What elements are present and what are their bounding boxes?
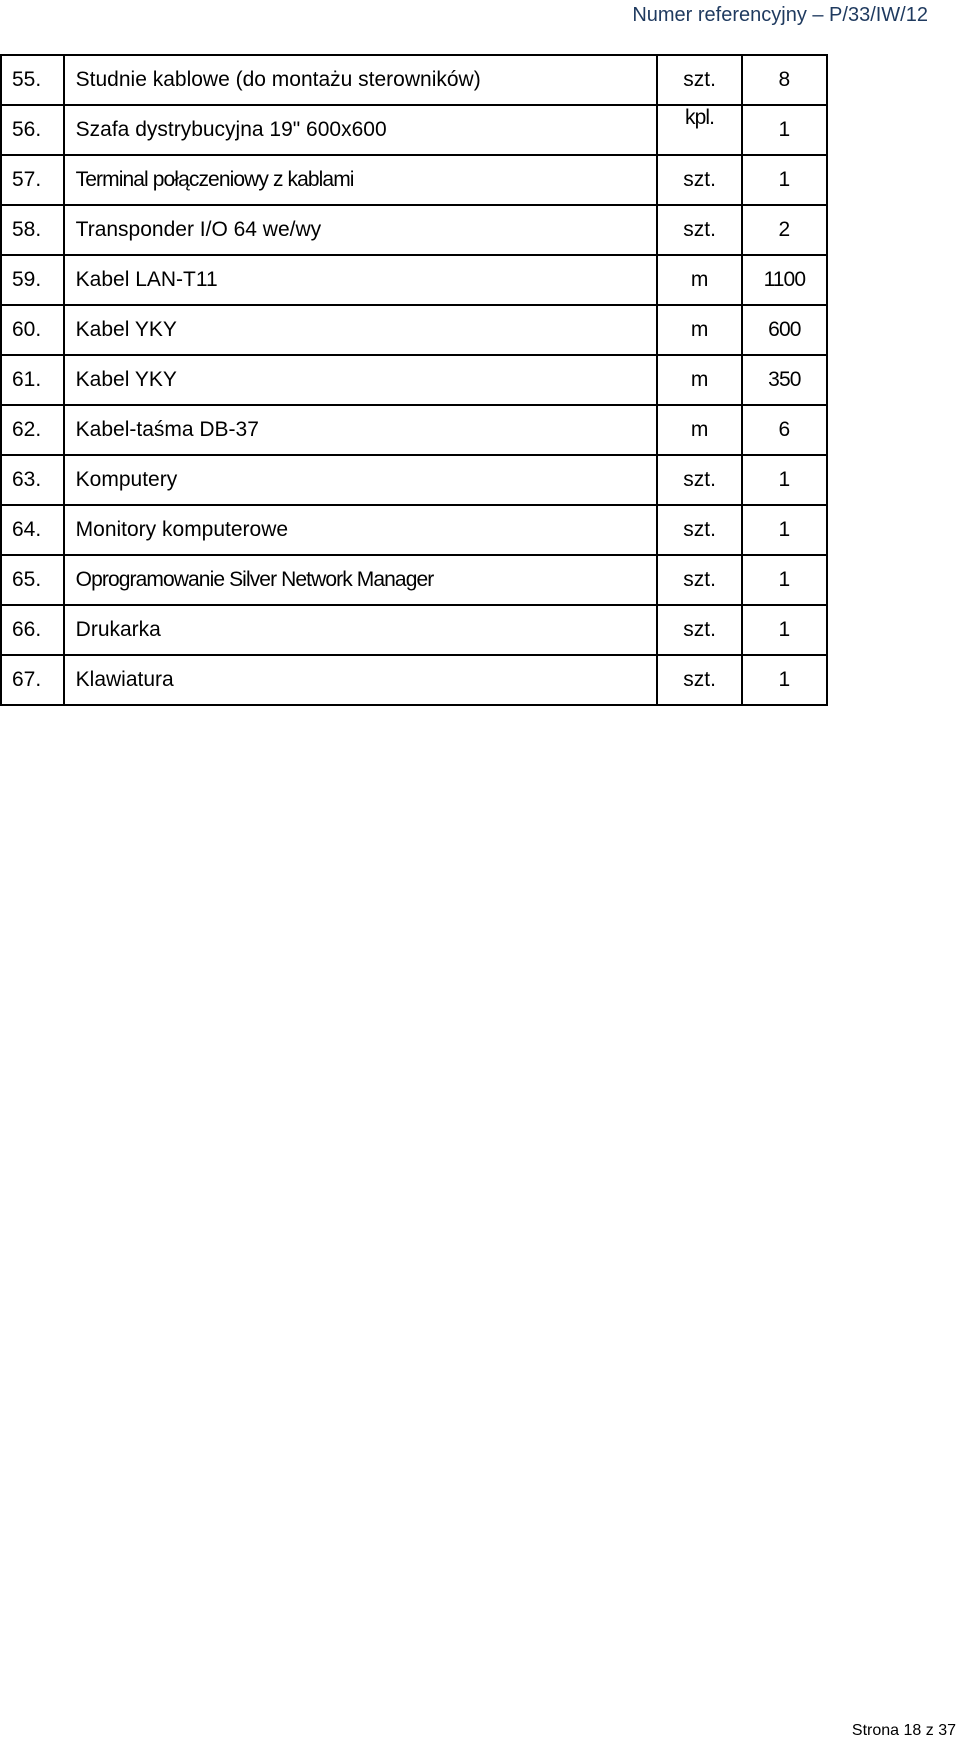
- item-unit: szt.: [657, 605, 741, 655]
- item-name: Kabel-taśma DB-37: [64, 405, 658, 455]
- row-number: 57.: [1, 155, 64, 205]
- item-name: Kabel YKY: [64, 355, 658, 405]
- item-quantity: 1: [742, 455, 827, 505]
- item-name: Studnie kablowe (do montażu sterowników): [64, 55, 658, 105]
- item-unit: szt.: [657, 455, 741, 505]
- table-row: [1, 655, 827, 705]
- table-row: [1, 555, 827, 605]
- item-unit: m: [657, 405, 741, 455]
- item-name: [64, 155, 658, 205]
- item-quantity: [742, 305, 827, 355]
- item-quantity: 6: [742, 405, 827, 455]
- item-quantity: 1: [742, 655, 827, 705]
- item-name-text: Terminal połączeniowy z kablami: [75, 168, 354, 191]
- item-quantity: 1: [742, 105, 827, 155]
- table-row: [1, 355, 827, 405]
- item-unit: szt.: [657, 555, 741, 605]
- item-unit: szt.: [657, 655, 741, 705]
- item-quantity: 1: [742, 555, 827, 605]
- row-number: 63.: [1, 455, 64, 505]
- table-row: [1, 405, 827, 455]
- row-number: 56.: [1, 105, 64, 155]
- item-quantity: 1: [742, 155, 827, 205]
- item-unit: m: [657, 305, 741, 355]
- item-unit: m: [657, 255, 741, 305]
- item-quantity: 1: [742, 605, 827, 655]
- table-row: [1, 155, 827, 205]
- item-name: Komputery: [64, 455, 658, 505]
- page-number: Strona 18 z 37: [851, 1722, 956, 1739]
- row-number: 61.: [1, 355, 64, 405]
- table-row: [1, 605, 827, 655]
- item-name-text: Oprogramowanie Silver Network Manager: [75, 568, 434, 591]
- item-name: Transponder I/O 64 we/wy: [64, 205, 658, 255]
- item-quantity: [742, 355, 827, 405]
- item-quantity: [742, 255, 827, 305]
- row-number: 62.: [1, 405, 64, 455]
- row-number: 66.: [1, 605, 64, 655]
- item-name: [64, 555, 658, 605]
- table-row: [1, 505, 827, 555]
- item-name: Kabel YKY: [64, 305, 658, 355]
- item-unit: szt.: [657, 55, 741, 105]
- item-unit: szt.: [657, 155, 741, 205]
- row-number: 65.: [1, 555, 64, 605]
- item-quantity: 1: [742, 505, 827, 555]
- table-row: [1, 455, 827, 505]
- reference-number: Numer referencyjny – P/33/IW/12: [632, 4, 928, 26]
- items-table: [0, 54, 828, 706]
- row-number: 64.: [1, 505, 64, 555]
- row-number: 55.: [1, 55, 64, 105]
- row-number: 60.: [1, 305, 64, 355]
- row-number: 67.: [1, 655, 64, 705]
- table-row: [1, 305, 827, 355]
- item-name: Monitory komputerowe: [64, 505, 658, 555]
- item-name: Klawiatura: [64, 655, 658, 705]
- item-quantity-text: 350: [768, 368, 801, 391]
- table-row: [1, 105, 827, 155]
- item-unit: szt.: [657, 505, 741, 555]
- item-unit: m: [657, 355, 741, 405]
- item-quantity-text: 1100: [763, 268, 806, 291]
- table-row: [1, 205, 827, 255]
- item-quantity: 2: [742, 205, 827, 255]
- item-name: Kabel LAN-T11: [64, 255, 658, 305]
- item-unit: [657, 105, 741, 155]
- item-quantity-text: 600: [768, 318, 801, 341]
- item-unit: szt.: [657, 205, 741, 255]
- row-number: 58.: [1, 205, 64, 255]
- item-quantity: 8: [742, 55, 827, 105]
- item-name: Drukarka: [64, 605, 658, 655]
- table-row: [1, 255, 827, 305]
- table-row: [1, 55, 827, 105]
- item-name: Szafa dystrybucyjna 19" 600x600: [64, 105, 658, 155]
- item-unit-text: kpl.: [685, 106, 715, 129]
- row-number: 59.: [1, 255, 64, 305]
